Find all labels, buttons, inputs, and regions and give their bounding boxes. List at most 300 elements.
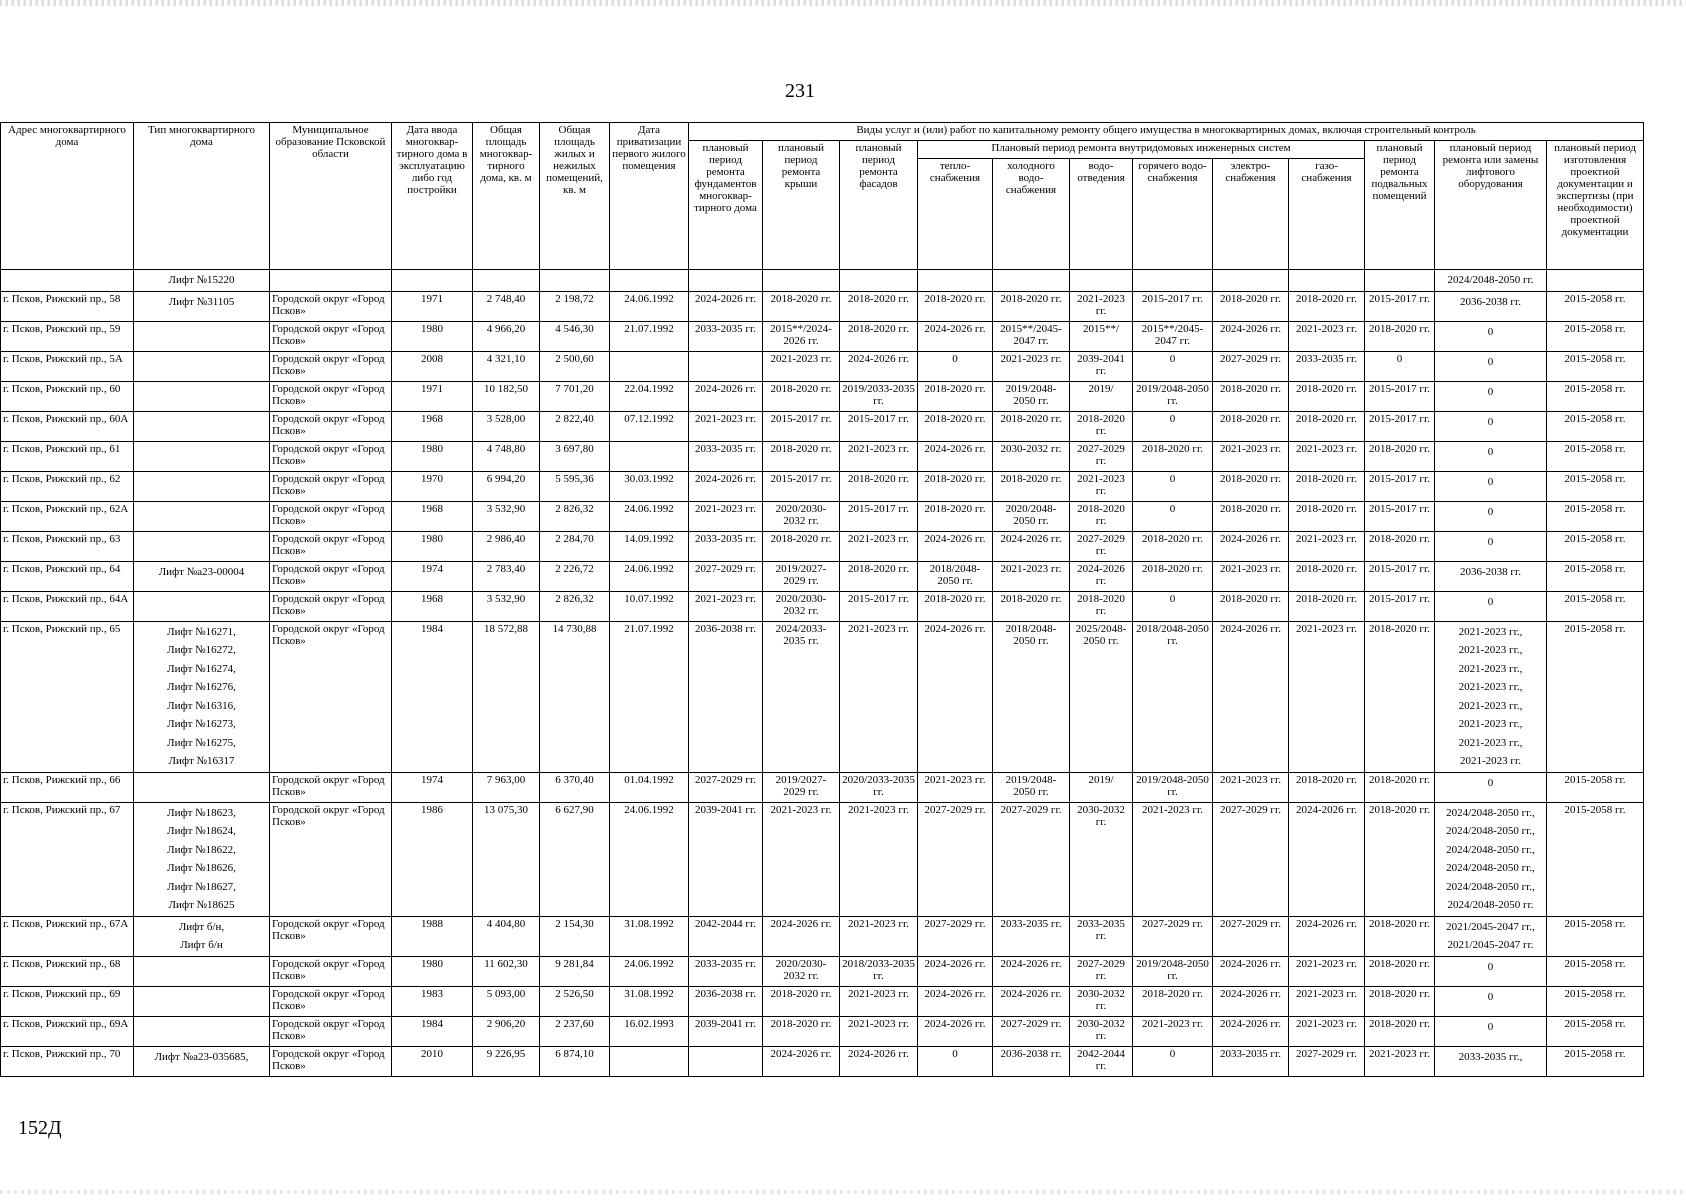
cell-commission-date (392, 956, 473, 986)
cell-total-area (473, 321, 540, 351)
cell-basement-text: 2015-2017 гг. (1369, 562, 1430, 575)
cell-roof-text: 2018-2020 гг. (770, 442, 832, 455)
cell-design-docs (1547, 531, 1644, 561)
cell-sewer-text: 2027-2029 гг. (1077, 532, 1125, 557)
cell-roof-text: 2020/2030-2032 гг. (775, 502, 827, 527)
cell-facade (840, 621, 918, 772)
cell-design-docs (1547, 270, 1644, 292)
cell-hot-water-text: 0 (1169, 1047, 1176, 1060)
cell-facade-text: 2018/2033-2035 гг. (842, 957, 915, 982)
cell-facade (840, 501, 918, 531)
cell-gas (1289, 531, 1365, 561)
cell-hot-water (1133, 916, 1213, 956)
cell-design-docs (1547, 441, 1644, 471)
cell-foundation-text: 2024-2026 гг. (695, 382, 756, 395)
cell-address-text: г. Псков, Рижский пр., 68 (3, 957, 121, 970)
cell-house-type-line: Лифт №18626, (167, 862, 236, 874)
cell-commission-date-text: 1980 (421, 442, 443, 455)
cell-total-area (473, 531, 540, 561)
table-row (1, 351, 1644, 381)
cell-cold-water-text: 2018-2020 гг. (1000, 292, 1062, 305)
cell-house-type-line: Лифт №16274, (167, 662, 236, 675)
cell-foundation (689, 321, 763, 351)
cell-municipality-text: Городской округ «Город Псков» (272, 957, 385, 982)
cell-electric (1213, 621, 1289, 772)
cell-commission-date (392, 591, 473, 621)
cell-house-type-line: Лифт №18623, (167, 806, 236, 819)
cell-house-type-line: Лифт №18624, (167, 825, 236, 837)
cell-gas (1289, 351, 1365, 381)
cell-living-area (540, 591, 610, 621)
cell-design-docs (1547, 772, 1644, 802)
cell-design-docs-text: 2015-2058 гг. (1564, 382, 1626, 395)
cell-heat (918, 531, 993, 561)
cell-gas (1289, 621, 1365, 772)
cell-roof (763, 351, 840, 381)
cell-lift-repair-line: 0 (1487, 415, 1494, 428)
cell-electric-text: 2024-2026 гг. (1220, 957, 1281, 970)
cell-basement (1365, 1046, 1435, 1076)
cell-lift-repair (1435, 986, 1547, 1016)
cell-privatization-date-text: 07.12.1992 (624, 412, 674, 425)
cell-foundation-text: 2024-2026 гг. (695, 292, 756, 305)
cell-privatization-date (610, 916, 689, 956)
cell-gas-text: 2033-2035 гг. (1296, 352, 1357, 365)
cell-commission-date-text: 1984 (421, 1017, 443, 1030)
cell-house-type-line: Лифт №16317 (168, 755, 235, 767)
cell-hot-water-text: 2019/2048-2050 гг. (1136, 773, 1209, 798)
cell-heat-text: 2018-2020 гг. (924, 592, 986, 605)
cell-living-area-text: 2 154,30 (555, 917, 594, 930)
cell-address (1, 441, 134, 471)
cell-lift-repair-line: 0 (1487, 990, 1494, 1003)
cell-living-area-text: 2 500,60 (555, 352, 594, 365)
cell-design-docs-text: 2015-2058 гг. (1564, 532, 1626, 545)
cell-heat (918, 501, 993, 531)
cell-heat (918, 956, 993, 986)
cell-living-area (540, 956, 610, 986)
table-row (1, 291, 1644, 321)
cell-house-type (134, 411, 270, 441)
cell-roof (763, 441, 840, 471)
cell-municipality (270, 441, 392, 471)
cell-lift-repair-line: 0 (1487, 960, 1494, 973)
cell-address (1, 321, 134, 351)
cell-total-area-text: 2 783,40 (486, 562, 526, 575)
cell-foundation (689, 916, 763, 956)
cell-house-type (134, 270, 270, 292)
cell-lift-repair (1435, 772, 1547, 802)
cell-facade-text: 2019/2033-2035 гг. (842, 382, 915, 407)
cell-heat (918, 621, 993, 772)
cell-living-area (540, 772, 610, 802)
cell-lift-repair-line: 2021/2045-2047 гг. (1447, 939, 1534, 951)
cell-design-docs-text: 2015-2058 гг. (1564, 622, 1626, 635)
cell-sewer (1070, 381, 1133, 411)
cell-basement-text: 2018-2020 гг. (1369, 622, 1430, 635)
cell-hot-water (1133, 802, 1213, 916)
cell-gas-text: 2021-2023 гг. (1296, 322, 1357, 335)
header-cold-water: холодного водо-снабжения (993, 159, 1070, 270)
cell-heat (918, 411, 993, 441)
cell-cold-water (993, 531, 1070, 561)
cell-cold-water (993, 291, 1070, 321)
cell-heat (918, 1046, 993, 1076)
table-row (1, 531, 1644, 561)
cell-commission-date-text: 1984 (421, 622, 443, 635)
cell-foundation (689, 956, 763, 986)
cell-lift-repair-line: 2021-2023 гг., (1458, 718, 1523, 730)
cell-hot-water (1133, 411, 1213, 441)
cell-address (1, 561, 134, 591)
cell-municipality-text: Городской округ «Город Псков» (272, 562, 385, 587)
cell-privatization-date (610, 471, 689, 501)
cell-municipality-text: Городской округ «Город Псков» (272, 352, 385, 377)
cell-lift-repair-line: 2021/2045-2047 гг., (1446, 920, 1535, 933)
cell-gas-text: 2027-2029 гг. (1296, 1047, 1357, 1060)
cell-lift-repair (1435, 351, 1547, 381)
cell-cold-water-text: 2019/2048-2050 гг. (1005, 773, 1057, 798)
cell-commission-date-text: 1988 (421, 917, 443, 930)
cell-hot-water-text: 2018-2020 гг. (1142, 987, 1203, 1000)
cell-privatization-date (610, 351, 689, 381)
cell-address-text: г. Псков, Рижский пр., 64А (3, 592, 129, 605)
cell-gas (1289, 270, 1365, 292)
cell-commission-date (392, 1046, 473, 1076)
cell-design-docs (1547, 561, 1644, 591)
cell-hot-water-text: 2019/2048-2050 гг. (1136, 957, 1209, 982)
cell-heat (918, 591, 993, 621)
cell-design-docs-text: 2015-2058 гг. (1564, 322, 1626, 335)
cell-living-area (540, 916, 610, 956)
cell-roof-text: 2024/2033-2035 гг. (775, 622, 827, 647)
cell-foundation (689, 772, 763, 802)
cell-address (1, 802, 134, 916)
cell-gas (1289, 471, 1365, 501)
cell-house-type (134, 1046, 270, 1076)
cell-municipality-text: Городской округ «Город Псков» (272, 622, 385, 647)
cell-hot-water (1133, 381, 1213, 411)
cell-privatization-date (610, 1046, 689, 1076)
cell-municipality (270, 270, 392, 292)
cell-hot-water (1133, 291, 1213, 321)
cell-total-area-text: 2 986,40 (486, 532, 526, 545)
cell-facade-text: 2020/2033-2035 гг. (842, 773, 915, 798)
cell-lift-repair-line: 2021-2023 гг., (1458, 736, 1523, 749)
cell-electric-text: 2021-2023 гг. (1220, 442, 1281, 455)
cell-sewer-text: 2030-2032 гг. (1077, 1017, 1125, 1042)
cell-basement-text: 2018-2020 гг. (1369, 773, 1430, 786)
cell-cold-water (993, 501, 1070, 531)
cell-privatization-date (610, 501, 689, 531)
cell-roof-text: 2024-2026 гг. (770, 1047, 832, 1060)
cell-privatization-date (610, 270, 689, 292)
cell-total-area-text: 5 093,00 (486, 987, 526, 1000)
cell-living-area-text: 7 701,20 (555, 382, 594, 395)
cell-design-docs-text: 2015-2058 гг. (1564, 562, 1626, 575)
cell-municipality (270, 351, 392, 381)
table-row (1, 916, 1644, 956)
cell-commission-date-text: 1970 (421, 472, 443, 485)
cell-electric-text: 2027-2029 гг. (1220, 917, 1281, 930)
cell-gas (1289, 561, 1365, 591)
cell-total-area-text: 6 994,20 (486, 472, 526, 485)
cell-living-area (540, 471, 610, 501)
cell-heat (918, 270, 993, 292)
cell-basement (1365, 916, 1435, 956)
cell-cold-water-text: 2027-2029 гг. (1000, 1017, 1062, 1030)
cell-lift-repair-line: 2021-2023 гг., (1458, 699, 1523, 712)
cell-lift-repair (1435, 591, 1547, 621)
cell-heat-text: 2024-2026 гг. (924, 987, 986, 1000)
cell-hot-water-text: 2019/2048-2050 гг. (1136, 382, 1209, 407)
cell-roof (763, 381, 840, 411)
cell-commission-date (392, 772, 473, 802)
cell-facade (840, 291, 918, 321)
cell-gas-text: 2018-2020 гг. (1296, 412, 1357, 425)
cell-gas (1289, 956, 1365, 986)
cell-basement (1365, 621, 1435, 772)
cell-heat-text: 2024-2026 гг. (924, 322, 986, 335)
cell-total-area (473, 351, 540, 381)
table-row (1, 561, 1644, 591)
cell-cold-water-text: 2020/2048-2050 гг. (1005, 502, 1057, 527)
cell-sewer-text: 2021-2023 гг. (1077, 472, 1125, 497)
cell-privatization-date-text: 31.08.1992 (624, 917, 674, 930)
cell-design-docs-text: 2015-2058 гг. (1564, 502, 1626, 515)
cell-gas-text: 2021-2023 гг. (1296, 442, 1357, 455)
cell-house-type (134, 591, 270, 621)
cell-foundation (689, 986, 763, 1016)
cell-electric (1213, 591, 1289, 621)
cell-hot-water-text: 2018-2020 гг. (1142, 442, 1203, 455)
cell-heat-text: 2018-2020 гг. (924, 502, 986, 515)
cell-commission-date-text: 1968 (421, 412, 443, 425)
cell-gas (1289, 381, 1365, 411)
table-row (1, 956, 1644, 986)
cell-privatization-date (610, 986, 689, 1016)
cell-living-area-text: 6 874,10 (555, 1047, 594, 1060)
cell-sewer (1070, 321, 1133, 351)
cell-privatization-date (610, 381, 689, 411)
cell-gas (1289, 411, 1365, 441)
cell-design-docs (1547, 591, 1644, 621)
cell-living-area (540, 1016, 610, 1046)
cell-house-type-line: Лифт №а23-035685, (154, 1050, 249, 1063)
cell-sewer-text: 2015**/ (1082, 322, 1120, 335)
cell-privatization-date-text: 24.06.1992 (624, 957, 674, 970)
cell-lift-repair (1435, 802, 1547, 916)
cell-municipality-text: Городской округ «Город Псков» (272, 773, 385, 798)
cell-municipality (270, 291, 392, 321)
cell-cold-water (993, 956, 1070, 986)
cell-cold-water-text: 2033-2035 гг. (1000, 917, 1062, 930)
cell-basement-text: 2015-2017 гг. (1369, 592, 1430, 605)
cell-gas-text: 2021-2023 гг. (1296, 957, 1357, 970)
cell-address (1, 591, 134, 621)
cell-electric (1213, 531, 1289, 561)
cell-basement (1365, 501, 1435, 531)
cell-cold-water-text: 2018/2048-2050 гг. (1005, 622, 1057, 647)
cell-heat-text: 2024-2026 гг. (924, 442, 986, 455)
cell-facade (840, 772, 918, 802)
cell-municipality-text: Городской округ «Город Псков» (272, 382, 385, 407)
scan-edge-bottom (0, 1190, 1686, 1194)
cell-lift-repair-line: 2024/2048-2050 гг. (1447, 899, 1534, 911)
cell-cold-water (993, 471, 1070, 501)
cell-electric (1213, 351, 1289, 381)
cell-cold-water (993, 1046, 1070, 1076)
cell-foundation-text: 2033-2035 гг. (695, 957, 756, 970)
table-body (1, 270, 1644, 1077)
cell-municipality (270, 501, 392, 531)
cell-house-type-line: Лифт №16275, (167, 736, 236, 749)
cell-electric (1213, 802, 1289, 916)
cell-hot-water (1133, 621, 1213, 772)
cell-heat-text: 2018-2020 гг. (924, 472, 986, 485)
cell-living-area-text: 5 595,36 (555, 472, 594, 485)
cell-commission-date-text: 1980 (421, 957, 443, 970)
cell-total-area-text: 2 906,20 (486, 1017, 526, 1030)
cell-lift-repair-line: 2024/2048-2050 гг. (1447, 274, 1534, 286)
cell-roof-text: 2021-2023 гг. (770, 803, 832, 816)
cell-facade (840, 986, 918, 1016)
cell-living-area-text: 3 697,80 (555, 442, 594, 455)
cell-heat-text: 2024-2026 гг. (924, 1017, 986, 1030)
cell-living-area-text: 2 237,60 (555, 1017, 594, 1030)
cell-heat (918, 986, 993, 1016)
cell-house-type (134, 621, 270, 772)
cell-municipality-text: Городской округ «Город Псков» (272, 917, 385, 942)
footer-code: 152Д (18, 1117, 62, 1139)
cell-lift-repair-line: 2021-2023 гг., (1458, 662, 1523, 675)
cell-privatization-date (610, 561, 689, 591)
cell-total-area-text: 13 075,30 (484, 803, 528, 816)
cell-facade-text: 2018-2020 гг. (848, 292, 909, 305)
cell-foundation-text: 2027-2029 гг. (695, 562, 756, 575)
cell-living-area-text: 2 284,70 (555, 532, 594, 545)
cell-address (1, 772, 134, 802)
cell-hot-water (1133, 772, 1213, 802)
cell-lift-repair-line: 0 (1487, 475, 1494, 488)
cell-electric-text: 2018-2020 гг. (1220, 502, 1281, 515)
cell-commission-date-text: 1971 (421, 292, 443, 305)
cell-heat (918, 561, 993, 591)
cell-hot-water (1133, 591, 1213, 621)
cell-lift-repair-line: 0 (1487, 595, 1494, 608)
cell-heat (918, 441, 993, 471)
cell-facade (840, 270, 918, 292)
cell-living-area (540, 381, 610, 411)
cell-house-type-line: Лифт №а23-00004 (158, 565, 245, 578)
cell-design-docs (1547, 986, 1644, 1016)
cell-cold-water (993, 270, 1070, 292)
cell-electric (1213, 291, 1289, 321)
cell-privatization-date-text: 24.06.1992 (624, 502, 674, 515)
cell-facade (840, 411, 918, 441)
cell-lift-repair (1435, 321, 1547, 351)
cell-commission-date (392, 291, 473, 321)
cell-sewer (1070, 501, 1133, 531)
cell-foundation-text: 2021-2023 гг. (695, 592, 756, 605)
cell-commission-date-text: 1980 (421, 532, 443, 545)
cell-living-area-text: 2 226,72 (555, 562, 594, 575)
cell-design-docs (1547, 1016, 1644, 1046)
cell-hot-water-text: 2015-2017 гг. (1142, 292, 1203, 305)
cell-cold-water (993, 916, 1070, 956)
cell-lift-repair-line: 0 (1487, 445, 1494, 458)
cell-heat-text: 2018-2020 гг. (924, 382, 986, 395)
cell-commission-date-text: 2008 (421, 352, 443, 365)
cell-privatization-date (610, 291, 689, 321)
cell-roof (763, 621, 840, 772)
cell-facade-text: 2021-2023 гг. (848, 917, 909, 930)
cell-commission-date (392, 916, 473, 956)
cell-electric (1213, 441, 1289, 471)
cell-commission-date-text: 1974 (421, 773, 443, 786)
cell-total-area-text: 3 528,00 (486, 412, 526, 425)
cell-living-area-text: 6 370,40 (555, 773, 594, 786)
cell-hot-water (1133, 531, 1213, 561)
cell-hot-water (1133, 1016, 1213, 1046)
cell-municipality (270, 916, 392, 956)
header-municipality: Муниципальное образование Псковской области (270, 123, 392, 270)
cell-electric-text: 2018-2020 гг. (1220, 292, 1281, 305)
cell-sewer-text: 2027-2029 гг. (1077, 442, 1125, 467)
cell-lift-repair-line: 0 (1487, 776, 1494, 789)
cell-commission-date (392, 321, 473, 351)
cell-cold-water-text: 2030-2032 гг. (1000, 442, 1062, 455)
cell-roof (763, 471, 840, 501)
cell-foundation (689, 291, 763, 321)
cell-electric-text: 2024-2026 гг. (1220, 622, 1281, 635)
cell-facade-text: 2021-2023 гг. (848, 1017, 909, 1030)
cell-lift-repair-line: 0 (1487, 1020, 1494, 1033)
cell-cold-water (993, 411, 1070, 441)
cell-foundation (689, 441, 763, 471)
cell-municipality-text: Городской округ «Город Псков» (272, 532, 385, 557)
cell-basement (1365, 291, 1435, 321)
cell-basement-text: 2018-2020 гг. (1369, 957, 1430, 970)
cell-design-docs-text: 2015-2058 гг. (1564, 472, 1626, 485)
cell-lift-repair-line: 2024/2048-2050 гг., (1446, 806, 1535, 819)
cell-sewer-text: 2033-2035 гг. (1077, 917, 1125, 942)
cell-commission-date-text: 2010 (421, 1047, 443, 1060)
cell-heat-text: 0 (952, 352, 958, 365)
cell-basement-text: 2018-2020 гг. (1369, 803, 1430, 816)
cell-municipality-text: Городской округ «Город Псков» (272, 292, 385, 317)
cell-foundation (689, 621, 763, 772)
cell-lift-repair-line: 0 (1487, 325, 1494, 338)
cell-foundation-text: 2042-2044 гг. (695, 917, 756, 930)
table-row (1, 1046, 1644, 1076)
cell-gas-text: 2018-2020 гг. (1296, 502, 1357, 515)
cell-hot-water (1133, 501, 1213, 531)
header-living-area: Общая площадь жилых и нежилых помещений, кв. м (540, 123, 610, 270)
cell-lift-repair (1435, 1016, 1547, 1046)
cell-roof-text: 2015**/2024-2026 гг. (770, 322, 832, 347)
cell-municipality-text: Городской округ «Город Псков» (272, 502, 385, 527)
cell-hot-water-text: 2021-2023 гг. (1142, 803, 1203, 816)
cell-lift-repair-line: 0 (1487, 385, 1494, 398)
cell-foundation-text: 2033-2035 гг. (695, 322, 756, 335)
cell-house-type-line: Лифт №31105 (168, 295, 235, 308)
scan-edge-top (0, 0, 1686, 6)
cell-sewer-text: 2042-2044 гг. (1077, 1047, 1125, 1072)
cell-basement (1365, 351, 1435, 381)
cell-sewer (1070, 916, 1133, 956)
cell-house-type (134, 471, 270, 501)
